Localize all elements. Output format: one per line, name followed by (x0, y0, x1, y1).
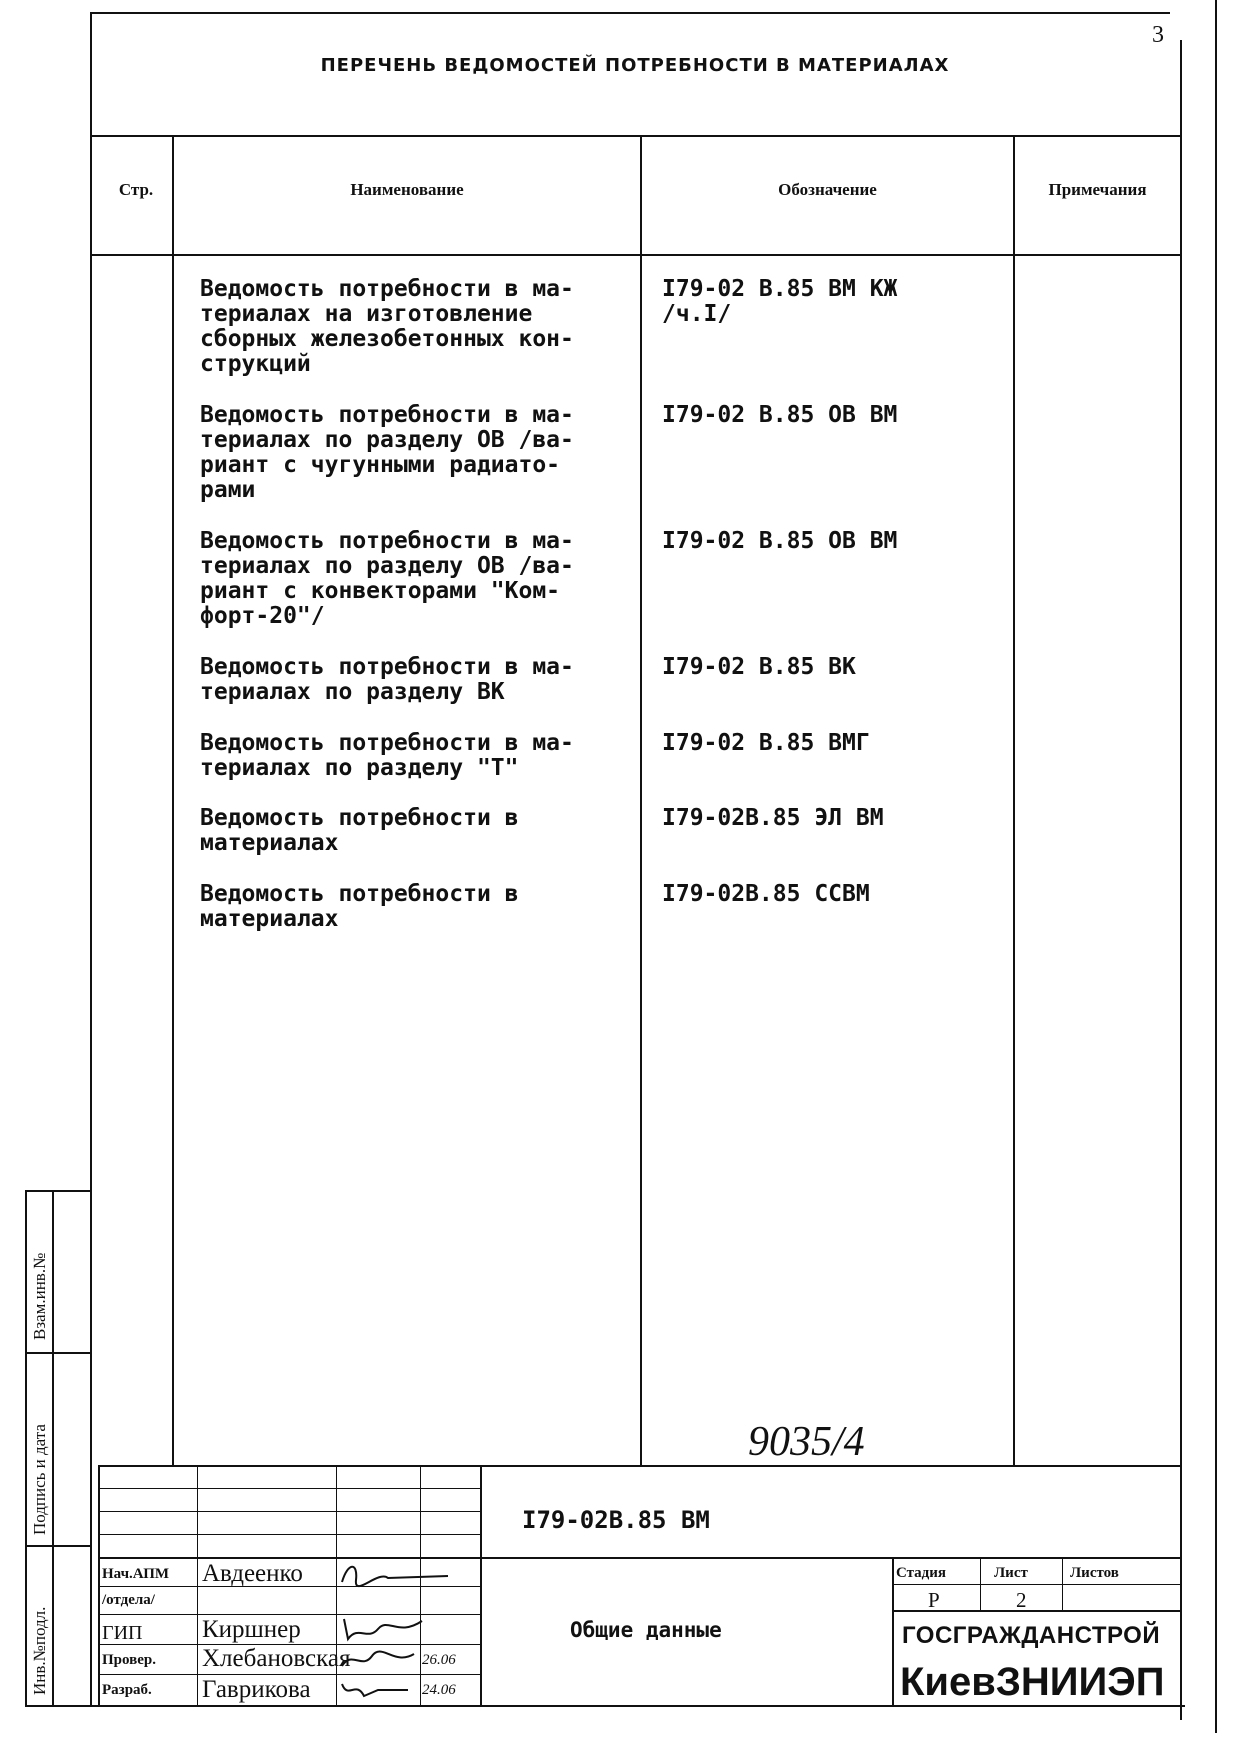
colheader-bottom-line (90, 254, 1182, 256)
side-label-vzam: Взам.инв.№ (30, 1252, 49, 1340)
frame-right-outer-line (1215, 0, 1217, 1733)
stamp-code-left-line (480, 1465, 482, 1707)
stamp-mid-horizontal (98, 1557, 1182, 1559)
column-header-name: Наименование (350, 180, 464, 199)
stamp-sheet-sep-1 (980, 1557, 981, 1610)
row-6-name: Ведомость потребности в материалах (200, 805, 519, 856)
document-title: ПЕРЕЧЕНЬ ВЕДОМОСТЕЙ ПОТРЕБНОСТИ В МАТЕРИАЛАХ (320, 55, 950, 76)
row-1-name: Ведомость потребности в ма- териалах на изготовление сборных железобетонных кон- струкций (200, 276, 574, 377)
row-4-name: Ведомость потребности в ма- териалах по разделу ВК (200, 654, 574, 705)
column-header-notes: Примечания (1048, 180, 1147, 199)
signature-khlebanovskaya (338, 1646, 418, 1674)
signature-kirshner (338, 1615, 428, 1643)
handwritten-archive-number: 9035/4 (748, 1419, 865, 1465)
stamp-name-4: Хлебановская (202, 1645, 351, 1672)
row-7-name: Ведомость потребности в материалах (200, 881, 519, 932)
side-label-inv: Инв.№подл. (30, 1606, 49, 1695)
side-strip-inner-line (52, 1190, 54, 1707)
row-5-name: Ведомость потребности в ма- териалах по разделу "Т" (200, 730, 574, 781)
row-3-designation: I79-02 В.85 ОВ ВМ (662, 528, 898, 554)
frame-top-line (90, 12, 1170, 14)
stamp-date-5: 24.06 (422, 1682, 456, 1698)
stamp-organization-line-1: ГОСГРАЖДАНСТРОЙ (902, 1622, 1161, 1649)
stamp-name-1: Авдеенко (202, 1560, 303, 1587)
row-6-designation: I79-02В.85 ЭЛ ВМ (662, 805, 884, 831)
row-2-designation: I79-02 В.85 ОВ ВМ (662, 402, 898, 428)
stamp-name-5: Гаврикова (202, 1676, 311, 1703)
stamp-role-4: Провер. (102, 1652, 156, 1668)
stamp-document-title: Общие данные (570, 1618, 722, 1642)
column-header-page: Стр. (118, 180, 154, 199)
stamp-sheet-label: Лист (994, 1565, 1028, 1581)
stamp-sheet-head-line (892, 1584, 1182, 1585)
stamp-sheet-left-line (892, 1557, 894, 1707)
stamp-organization-line-2: КиевЗНИИЭП (900, 1660, 1165, 1704)
side-strip-sep-1 (25, 1352, 92, 1354)
stamp-document-code: I79-02В.85 ВМ (522, 1506, 710, 1534)
side-strip-top-line (25, 1190, 92, 1192)
stamp-role-3: ГИП (102, 1622, 143, 1644)
page-number: 3 (1152, 22, 1164, 48)
stamp-grid-row-7 (98, 1674, 480, 1675)
stamp-date-4: 26.06 (422, 1652, 456, 1668)
stamp-grid-row-3 (98, 1534, 480, 1535)
row-2-name: Ведомость потребности в ма- териалах по разделу ОВ /ва- риант с чугунными радиато- рами (200, 402, 574, 503)
frame-bottom-line (25, 1705, 1185, 1707)
side-label-podpis: Подпись и дата (30, 1424, 49, 1535)
column-header-designation: Обозначение (778, 180, 877, 199)
side-strip-sep-2 (25, 1545, 92, 1547)
stamp-sheet-sep-2 (1062, 1557, 1063, 1610)
col-sep-3 (1013, 135, 1015, 1465)
signature-gavrikova (338, 1676, 418, 1704)
col-sep-1 (172, 135, 174, 1465)
stamp-sheet-value: 2 (1016, 1588, 1027, 1612)
frame-right-line (1180, 40, 1182, 1720)
stamp-name-3: Киршнер (202, 1616, 301, 1643)
row-3-name: Ведомость потребности в ма- териалах по разделу ОВ /ва- риант с конвекторами "Ком- форт-20"/ (200, 528, 574, 629)
header-bottom-line (90, 135, 1182, 137)
row-7-designation: I79-02В.85 ССВМ (662, 881, 870, 907)
stamp-top-line (98, 1465, 1182, 1467)
col-sep-2 (640, 135, 642, 1465)
frame-left-line (90, 12, 92, 1705)
row-4-designation: I79-02 В.85 ВК (662, 654, 856, 680)
stamp-role-5: Разраб. (102, 1682, 152, 1698)
stamp-role-2: /отдела/ (102, 1592, 155, 1608)
stamp-role-1: Нач.АПМ (102, 1566, 170, 1582)
stamp-stage-value: Р (928, 1588, 940, 1612)
row-1-designation: I79-02 В.85 ВМ КЖ /ч.I/ (662, 276, 898, 327)
stamp-sheets-label: Листов (1070, 1565, 1119, 1581)
side-strip-left-line (25, 1190, 27, 1707)
row-5-designation: I79-02 В.85 ВМГ (662, 730, 870, 756)
stamp-stage-label: Стадия (896, 1565, 947, 1581)
stamp-grid-row-1 (98, 1488, 480, 1489)
signature-avdeenko (338, 1560, 458, 1588)
stamp-grid-row-2 (98, 1511, 480, 1512)
